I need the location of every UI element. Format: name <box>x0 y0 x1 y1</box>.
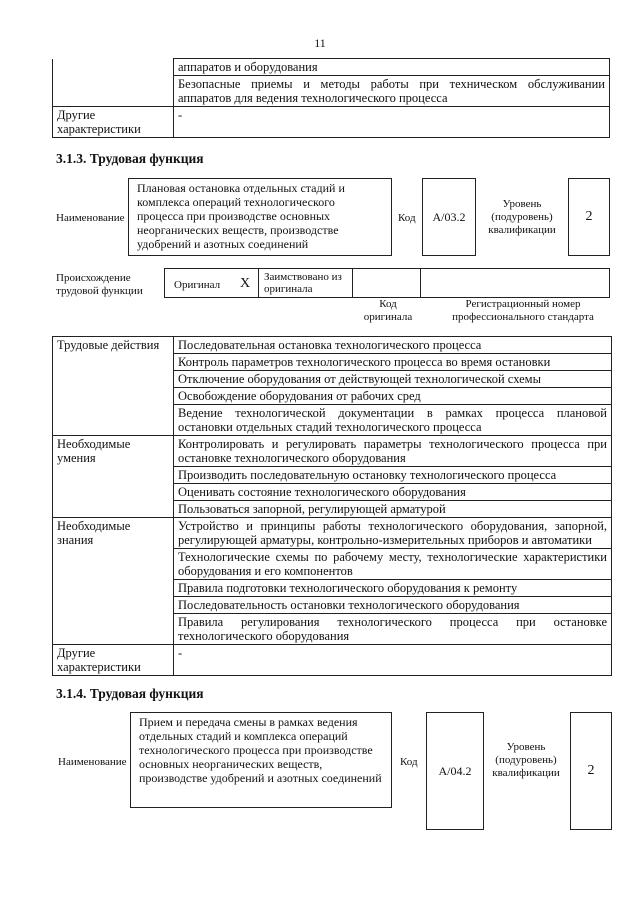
table-header-cell: Другие характеристики <box>53 107 174 138</box>
level-value: 2 <box>570 712 612 830</box>
table-header-cell <box>53 59 174 107</box>
table-cell: Технологические схемы по рабочему месту, технологические характеристики оборудования и его компонентов <box>174 549 612 580</box>
group-header: Необходимые умения <box>53 436 174 518</box>
name-label: Наименование <box>56 212 125 224</box>
table-cell: Устройство и принципы работы технологического оборудования, запорной, регулирующей арматуры, контрольно-измерительных приборов и автоматики <box>174 518 612 549</box>
code-label: Код <box>400 756 418 768</box>
code-original-label: Код оригинала <box>363 298 413 323</box>
table-cell: Контролировать и регулировать параметры технологического процесса при остановке технологического оборудования <box>174 436 612 467</box>
table-cell: Правила регулирования технологического процесса при остановке технологического оборудования <box>174 614 612 645</box>
continuation-table <box>52 58 610 138</box>
code-value: A/04.2 <box>426 712 484 830</box>
group-header: Необходимые знания <box>53 518 174 645</box>
function-name-box: Плановая остановка отдельных стадий и комплекса операций технологического процесса при производстве основных неорганических веществ, производстве удобрений и азотных соединений <box>128 178 392 256</box>
table-cell: Последовательность остановки технологического оборудования <box>174 597 612 614</box>
level-label: Уровень (подуровень) квалификации <box>488 198 556 236</box>
level-value: 2 <box>568 178 610 256</box>
original-mark: X <box>240 276 251 291</box>
table-cell: Производить последовательную остановку технологического процесса <box>174 467 612 484</box>
table-cell: Пользоваться запорной, регулирующей арматурой <box>174 501 612 518</box>
table-cell: Ведение технологической документации в рамках процесса плановой остановки отдельных стадий технологического процесса <box>174 405 612 436</box>
borrowed-label: Заимствовано из оригинала <box>264 271 342 295</box>
original-label: Оригинал <box>174 279 221 291</box>
table-cell: Правила подготовки технологического оборудования к ремонту <box>174 580 612 597</box>
function-details-table <box>52 336 612 676</box>
table-cell: Безопасные приемы и методы работы при техническом обслуживании аппаратов для ведения технологического процесса <box>174 76 610 107</box>
table-cell: Отключение оборудования от действующей технологической схемы <box>174 371 612 388</box>
table-cell: Контроль параметров технологического процесса во время остановки <box>174 354 612 371</box>
table-cell: Последовательная остановка технологического процесса <box>174 337 612 354</box>
group-header: Трудовые действия <box>53 337 174 436</box>
code-label: Код <box>398 212 416 224</box>
table-cell: аппаратов и оборудования <box>174 59 610 76</box>
table-cell: - <box>174 107 610 138</box>
name-label: Наименование <box>58 756 127 768</box>
reg-number-label: Регистрационный номер профессионального стандарта <box>452 298 594 323</box>
table-cell: Оценивать состояние технологического оборудования <box>174 484 612 501</box>
table-cell: Освобождение оборудования от рабочих сред <box>174 388 612 405</box>
code-value: A/03.2 <box>422 178 476 256</box>
origin-label: Происхождение трудовой функции <box>56 272 143 297</box>
group-header: Другие характеристики <box>53 645 174 676</box>
table-cell: - <box>174 645 612 676</box>
section-title: 3.1.4. Трудовая функция <box>56 686 204 701</box>
origin-table <box>164 268 610 298</box>
function-name-box: Прием и передача смены в рамках ведения отдельных стадий и комплекса операций технологического процесса при производстве основных неорганических веществ, производстве удобрений и азотных соединений <box>130 712 392 808</box>
page-number: 11 <box>314 36 326 50</box>
level-label: Уровень (подуровень) квалификации <box>492 741 560 779</box>
section-title: 3.1.3. Трудовая функция <box>56 151 204 166</box>
